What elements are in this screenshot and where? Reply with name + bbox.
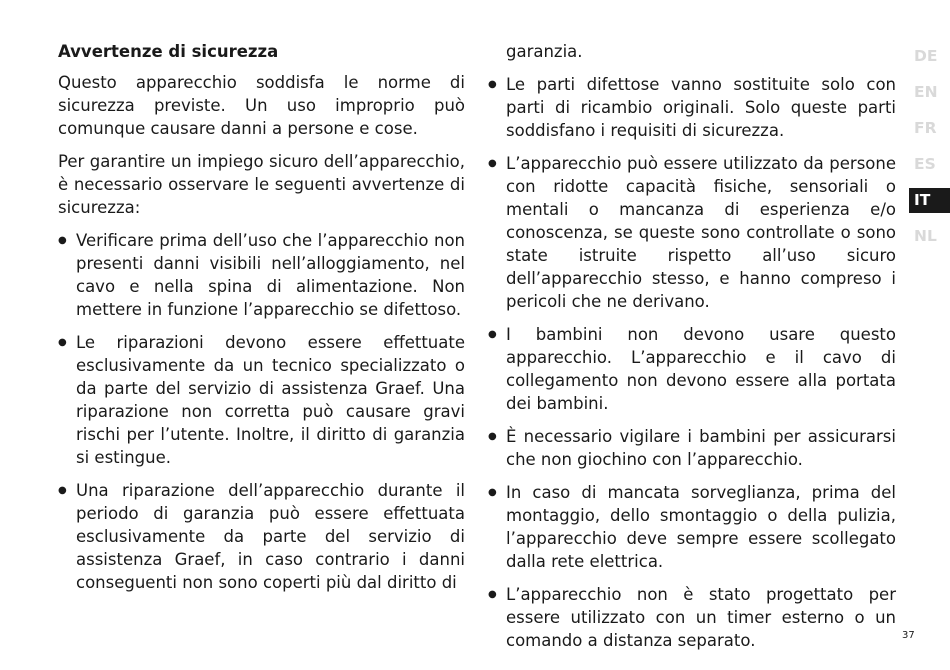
- list-item: ● I bambini non devono usare questo apparecchio. L’apparecchio e il cavo di collegamento non devono essere alla portata dei bambini.: [488, 323, 896, 415]
- list-item: ● Una riparazione dell’apparecchio durante il periodo di garanzia può essere effettuata esclusivamente da parte del servizio di assistenza Graef, in caso contrario i danni conseguenti non sono coperti più dal diritto di: [58, 479, 465, 594]
- section-heading: Avvertenze di sicurezza: [58, 42, 279, 61]
- tab-de[interactable]: DE: [909, 44, 950, 69]
- list-item: ● È necessario vigilare i bambini per assicurarsi che non giochino con l’apparecchio.: [488, 425, 896, 471]
- list-item: ● In caso di mancata sorveglianza, prima del montaggio, dello smontaggio o della pulizia, l’apparecchio deve sempre essere scollegato dalla rete elettrica.: [488, 481, 896, 573]
- tab-it[interactable]: IT: [909, 188, 950, 213]
- intro-paragraph: Questo apparecchio soddisfa le norme di sicurezza previste. Un uso improprio può comunque causare danni a persone e cose.: [58, 73, 465, 138]
- list-item: ● L’apparecchio può essere utilizzato da persone con ridotte capacità fisiche, sensoriali o mentali o mancanza di esperienza e/o conoscenza, se queste sono controllate o sono state istruite rispetto all’uso sicuro dell’apparecchio stesso, e hanno compreso i pericoli che ne derivano.: [488, 152, 896, 313]
- list-item: ● Verificare prima dell’uso che l’apparecchio non presenti danni visibili nell’alloggiamento, nel cavo e nella spina di alimentazione. Non mettere in funzione l’apparecchio se difettoso.: [58, 229, 465, 321]
- language-tabs: [909, 44, 950, 260]
- safety-list-right: [488, 73, 896, 652]
- left-column: [58, 40, 465, 604]
- list-item: ● Le riparazioni devono essere effettuate esclusivamente da un tecnico specializzato o da parte del servizio di assistenza Graef. Una riparazione non corretta può causare gravi rischi per l’utente. Inoltre, il diritto di garanzia si estingue.: [58, 331, 465, 469]
- tab-en[interactable]: EN: [909, 80, 950, 105]
- tab-fr[interactable]: FR: [909, 116, 950, 141]
- right-column: [488, 40, 896, 662]
- list-item: ● L’apparecchio non è stato progettato per essere utilizzato con un timer esterno o un comando a distanza separato.: [488, 583, 896, 652]
- continued-text: garanzia.: [506, 42, 583, 61]
- tab-es[interactable]: ES: [909, 152, 950, 177]
- page-number: 37: [902, 630, 915, 641]
- list-item: ● Le parti difettose vanno sostituite solo con parti di ricambio originali. Solo queste parti soddisfano i requisiti di sicurezza.: [488, 73, 896, 142]
- instruction-paragraph: Per garantire un impiego sicuro dell’apparecchio, è necessario osservare le seguenti avvertenze di sicurezza:: [58, 152, 465, 217]
- safety-list-left: [58, 229, 465, 594]
- tab-nl[interactable]: NL: [909, 224, 950, 249]
